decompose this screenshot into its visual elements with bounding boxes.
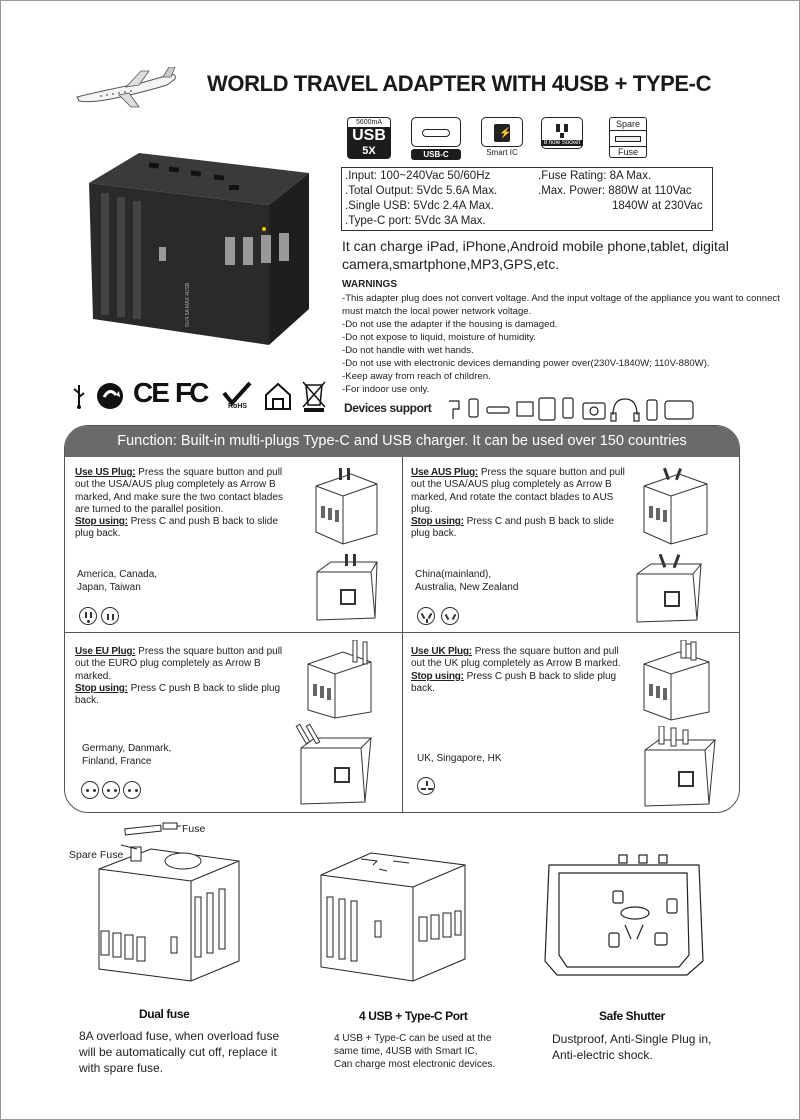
usb-5x-badge [347, 117, 391, 159]
certification-row [71, 379, 341, 413]
spec-total-output: .Total Output: 5Vdc 5.6A Max. [345, 185, 498, 197]
desc-line: 8A overload fuse, when overload fuse [79, 1029, 280, 1043]
usb-c-port-icon [411, 117, 461, 147]
safe-shutter-title: Safe Shutter [599, 1009, 665, 1023]
socket-label: 8 hole Socket [541, 140, 583, 146]
aus-use-text: Press the square button and pull out the USA/AUS plug completely as Arrow B marked, And rotate the contact blades to AUS plug. [411, 467, 625, 515]
aus-use-label: Use AUS Plug: [411, 467, 479, 478]
aus-stop-label: Stop using: [411, 516, 464, 528]
smart-ic-icon: ⚡ [481, 117, 523, 147]
dual-fuse-description [79, 1028, 279, 1076]
country-line: UK, Singapore, HK [417, 753, 502, 764]
warning-item: -Do not expose to liquid, moisture of humidity. [342, 332, 536, 343]
uk-stop-text: Press C push B back to slide plug back. [411, 670, 617, 694]
uk-adapter-diagram-1 [639, 640, 715, 722]
warning-item: -Keep away from reach of children. [342, 371, 491, 382]
spec-max-power-230: 1840W at 230Vac [612, 200, 703, 212]
eu-stop-label: Stop using: [75, 682, 128, 694]
warning-item: -Do not use the adapter if the housing is damaged. [342, 319, 558, 330]
country-line: Germany, Danmark, [82, 743, 172, 754]
us-stop-text: Press C and push B back to slide plug back. [75, 516, 278, 540]
uk-socket-icon [417, 777, 435, 795]
us-use-label: Use US Plug: [75, 467, 136, 478]
monitor-icon [517, 402, 533, 416]
gps-icon [665, 401, 693, 419]
phone-icon [563, 398, 573, 418]
eu-adapter-diagram-1 [303, 640, 383, 720]
uk-use-text: Press the square button and pull out the UK plug completely as Arrow B marked. [411, 646, 621, 670]
charge-description: It can charge iPad, iPhone,Android mobile phone,tablet, digital camera,smartphone,MP3,GPS,etc. [342, 238, 729, 272]
function-header: Function: Built-in multi-plugs Type-C and USB charger. It can be used over 150 countries [65, 426, 739, 457]
charger-icon [449, 401, 459, 419]
tablet-icon [539, 398, 555, 420]
warning-item: -Do not use with electronic devices demanding power over(230V-1840W; 110V-880W). [342, 358, 710, 369]
eu-plug-instructions [75, 646, 285, 707]
uk-countries [417, 752, 502, 765]
socket-badge [541, 117, 583, 146]
usb-c-label: USB-C [411, 149, 461, 160]
desc-line: Can charge most electronic devices. [334, 1059, 496, 1070]
airplane-icon [71, 67, 181, 111]
country-line: Finland, France [82, 756, 152, 767]
au-socket-icon [417, 607, 435, 625]
usb-typec-diagram [313, 847, 473, 983]
us-countries [77, 568, 157, 594]
warnings-list [342, 292, 782, 396]
us-stop-label: Stop using: [75, 516, 128, 528]
us-socket-icon [79, 607, 97, 625]
uk-use-label: Use UK Plug: [411, 646, 472, 657]
aus-adapter-diagram-2 [631, 554, 707, 626]
eu-socket-icon-2 [102, 781, 120, 799]
spare-fuse-badge [609, 117, 647, 158]
desc-line: with spare fuse. [79, 1061, 164, 1075]
mp3-icon [469, 399, 478, 417]
smart-ic-label: Smart IC [486, 148, 518, 157]
spec-single-usb: .Single USB: 5Vdc 2.4A Max. [345, 200, 494, 212]
jp-socket-icon [101, 607, 119, 625]
function-panel [64, 425, 740, 813]
us-adapter-diagram-2 [311, 554, 381, 624]
us-use-text: Press the square button and pull out the USA/AUS plug completely as Arrow B marked, And make sure the two contact blades are turned to the parallel position. [75, 467, 283, 515]
dual-fuse-diagram [91, 821, 251, 985]
usb-c-badge [411, 117, 461, 160]
eu-countries [82, 742, 171, 768]
usb-capacity-label: 5600mA [347, 117, 391, 127]
fcc-mark: FC [175, 377, 207, 408]
spare-label: Spare [609, 117, 647, 131]
aus-plug-instructions [411, 467, 627, 541]
desc-line: 4 USB + Type-C can be used at the [334, 1033, 492, 1044]
us-plug-instructions [75, 467, 285, 541]
fuse-callout: Fuse [182, 823, 206, 835]
specs-table [341, 167, 713, 231]
warning-item: -For indoor use only. [342, 384, 430, 395]
devices-support-icons [443, 395, 703, 425]
spare-fuse-callout: Spare Fuse [69, 849, 124, 861]
cn-socket-icon [441, 607, 459, 625]
spec-typec-port: .Type-C port: 5Vdc 3A Max. [345, 215, 486, 227]
spec-max-power-110: .Max. Power: 880W at 110Vac [538, 185, 692, 197]
country-line: Australia, New Zealand [415, 582, 519, 593]
ce-mark: CE [133, 377, 168, 408]
smart-ic-badge [481, 117, 523, 157]
svg-text:5V/4.5A MAX 4USB: 5V/4.5A MAX 4USB [185, 282, 191, 327]
aus-stop-text: Press C and push B back to slide plug back. [411, 516, 614, 540]
usb-main-label: USB [347, 127, 391, 145]
devices-support-label: Devices support [344, 401, 432, 415]
spec-fuse-rating: .Fuse Rating: 8A Max. [538, 170, 652, 182]
usb-typec-title: 4 USB + Type-C Port [359, 1009, 468, 1023]
eu-stop-text: Press C push B back to slide plug back. [75, 682, 281, 707]
page-title: WORLD TRAVEL ADAPTER WITH 4USB + TYPE-C [207, 71, 712, 96]
rohs-label: RoHS [228, 403, 248, 410]
desc-line: Anti-electric shock. [552, 1048, 653, 1062]
dual-fuse-title: Dual fuse [139, 1007, 190, 1021]
uk-plug-instructions [411, 646, 627, 695]
desc-line: same time, 4USB with Smart IC, [334, 1046, 478, 1057]
warning-item: -This adapter plug does not convert voltage. And the input voltage of the appliance you want to connect must match the local power network voltage. [342, 293, 780, 317]
weee-bin-icon [301, 379, 327, 413]
country-line: Japan, Taiwan [77, 582, 141, 593]
us-adapter-diagram-1 [311, 466, 381, 546]
usb-typec-description [334, 1032, 495, 1071]
spec-input: .Input: 100~240Vac 50/60Hz [345, 170, 491, 182]
desc-line: Dustproof, Anti-Single Plug in, [552, 1032, 712, 1046]
recycle-icon [95, 381, 125, 411]
warning-item: -Do not handle with wet hands. [342, 345, 474, 356]
eu-use-label: Use EU Plug: [75, 646, 136, 657]
usb-stick-icon [487, 407, 509, 413]
fuse-label: Fuse [609, 147, 647, 158]
fuse-icon [609, 131, 647, 147]
desc-line: will be automatically cut off, replace it [79, 1045, 277, 1059]
aus-adapter-diagram-1 [639, 466, 711, 546]
eu-socket-icon-3 [123, 781, 141, 799]
country-line: China(mainland), [415, 569, 492, 580]
uk-adapter-diagram-2 [639, 726, 723, 808]
eu-adapter-diagram-2 [295, 722, 381, 808]
panel-divider-vertical [402, 457, 403, 813]
uk-stop-label: Stop using: [411, 670, 464, 682]
country-line: America, Canada, [77, 569, 158, 580]
eu-socket-icon-1 [81, 781, 99, 799]
usb-symbol-icon [71, 383, 87, 409]
specs-left-column [345, 169, 497, 229]
safe-shutter-description [552, 1031, 711, 1063]
adapter-product-image [79, 149, 319, 349]
panel-divider-horizontal [65, 632, 739, 633]
warnings-heading: WARNINGS [342, 279, 397, 290]
aus-countries [415, 568, 518, 594]
smartphone-icon [647, 400, 657, 420]
usb-count-label: 5X [347, 145, 391, 159]
eu-use-text: Press the square button and pull out the EURO plug completely as Arrow B marked. [75, 646, 283, 682]
camera-icon [583, 403, 605, 419]
safe-shutter-diagram [539, 851, 709, 979]
indoor-house-icon [263, 381, 293, 411]
